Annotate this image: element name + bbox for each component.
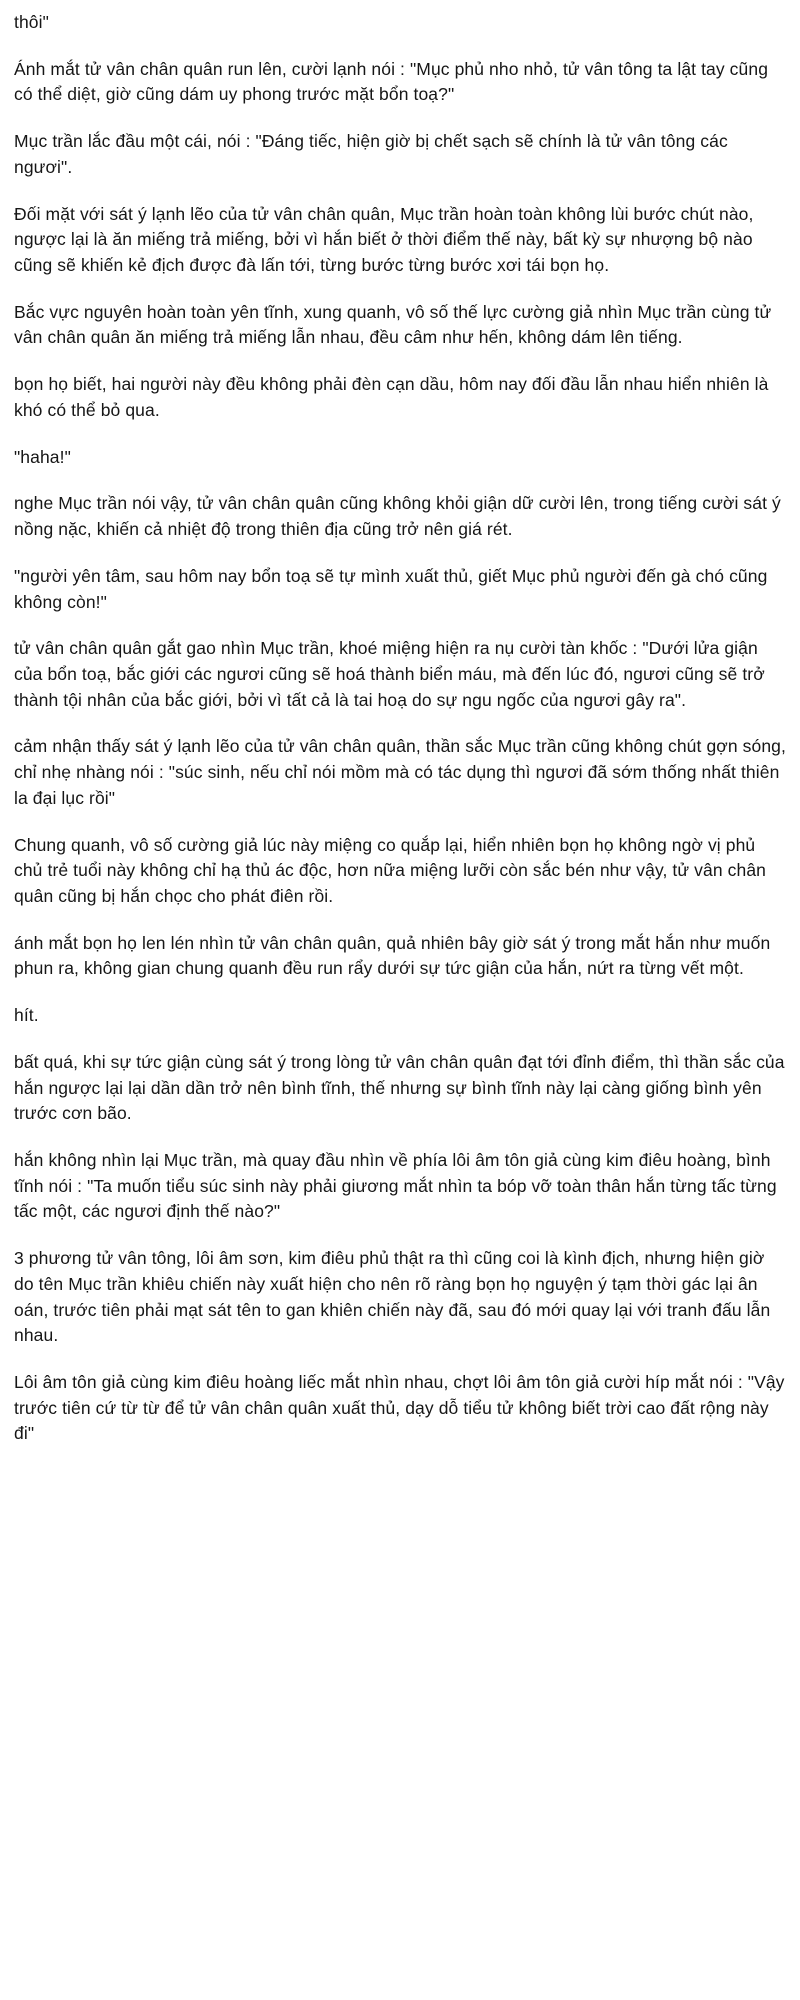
paragraph: hít. xyxy=(14,1005,39,1026)
paragraph: Đối mặt với sát ý lạnh lẽo của tử vân chân quân, Mục trần hoàn toàn không lùi bước chút nào, ngược lại là ăn miếng trả miếng, bởi vì hắn biết ở thời điểm thế này, bất kỳ sự nhượng bộ nào cũng sẽ khiến kẻ địch được đà lấn tới, từng bước từng bước xơi tái bọn họ. xyxy=(14,203,754,276)
paragraph: 3 phương tử vân tông, lôi âm sơn, kim điêu phủ thật ra thì cũng coi là kình địch, nhưng hiện giờ do tên Mục trần khiêu chiến này xuất hiện cho nên rõ ràng bọn họ nguyện ý tạm thời gác lại ân oán, trước tiên phải mạt sát tên to gan khiên chiến này đã, sau đó mới quay lại với tranh đấu lẫn nhau. xyxy=(14,1248,771,1346)
paragraph: ánh mắt bọn họ len lén nhìn tử vân chân quân, quả nhiên bây giờ sát ý trong mắt hắn như muốn phun ra, không gian chung quanh đều run rẩy dưới sự tức giận của hắn, nứt ra từng vết một. xyxy=(14,932,771,979)
paragraph: Bắc vực nguyên hoàn toàn yên tĩnh, xung quanh, vô số thế lực cường giả nhìn Mục trần cùng tử vân chân quân ăn miếng trả miếng lẫn nhau, đều câm như hến, không dám lên tiếng. xyxy=(14,301,772,348)
paragraph: Mục trần lắc đầu một cái, nói : "Đáng tiếc, hiện giờ bị chết sạch sẽ chính là tử vân tông các ngươi". xyxy=(14,131,728,177)
paragraph: bọn họ biết, hai người này đều không phải đèn cạn dầu, hôm nay đối đầu lẫn nhau hiển nhiên là khó có thể bỏ qua. xyxy=(14,374,769,420)
paragraph: cảm nhận thấy sát ý lạnh lẽo của tử vân chân quân, thần sắc Mục trần cũng không chút gợn sóng, chỉ nhẹ nhàng nói : "súc sinh, nếu chỉ nói mồm mà có tác dụng thì ngươi đã sớm thống nhất thiên la đại lục rồi" xyxy=(14,736,786,808)
paragraph: thôi" xyxy=(14,12,49,32)
paragraph: Chung quanh, vô số cường giả lúc này miệng co quắp lại, hiển nhiên bọn họ không ngờ vị phủ chủ trẻ tuổi này không chỉ hạ thủ ác độc, hơn nữa miệng lưỡi còn sắc bén như vậy, tử vân chân quân cũng bị hắn chọc cho phát điên rồi. xyxy=(14,834,766,906)
paragraph: tử vân chân quân gắt gao nhìn Mục trần, khoé miệng hiện ra nụ cười tàn khốc : "Dưới lửa giận của bổn toạ, bắc giới các ngươi cũng sẽ hoá thành biển máu, mà đến lúc đó, ngươi cũng sẽ trở thành tội nhân của bắc giới, bởi vì tất cả là tai hoạ do sự ngu ngốc của ngươi gây ra". xyxy=(14,638,765,710)
paragraph: Ánh mắt tử vân chân quân run lên, cười lạnh nói : "Mục phủ nho nhỏ, tử vân tông ta lật tay cũng có thể diệt, giờ cũng dám uy phong trước mặt bổn toạ?" xyxy=(14,58,769,105)
paragraph: "haha!" xyxy=(14,446,71,467)
paragraph: hắn không nhìn lại Mục trần, mà quay đầu nhìn về phía lôi âm tôn giả cùng kim điêu hoàng, bình tĩnh nói : "Ta muốn tiểu súc sinh này phải giương mắt nhìn ta bóp vỡ toàn thân hắn từng tấc từng tấc một, các ngươi định thế nào?" xyxy=(14,1150,777,1222)
paragraph: Lôi âm tôn giả cùng kim điêu hoàng liếc mắt nhìn nhau, chợt lôi âm tôn giả cười híp mắt nói : "Vậy trước tiên cứ từ từ để tử vân chân quân xuất thủ, dạy dỗ tiểu tử không biết trời cao đất rộng này đi" xyxy=(14,1372,785,1444)
paragraph: nghe Mục trần nói vậy, tử vân chân quân cũng không khỏi giận dữ cười lên, trong tiếng cười sát ý nồng nặc, khiến cả nhiệt độ trong thiên địa cũng trở nên giá rét. xyxy=(14,493,781,540)
paragraph: "người yên tâm, sau hôm nay bổn toạ sẽ tự mình xuất thủ, giết Mục phủ người đến gà chó cũng không còn!" xyxy=(14,565,768,612)
paragraph: bất quá, khi sự tức giận cùng sát ý trong lòng tử vân chân quân đạt tới đỉnh điểm, thì thần sắc của hắn ngược lại lại dần dần trở nên bình tĩnh, thế nhưng sự bình tĩnh này lại càng giống bình yên trước cơn bão. xyxy=(14,1051,785,1124)
